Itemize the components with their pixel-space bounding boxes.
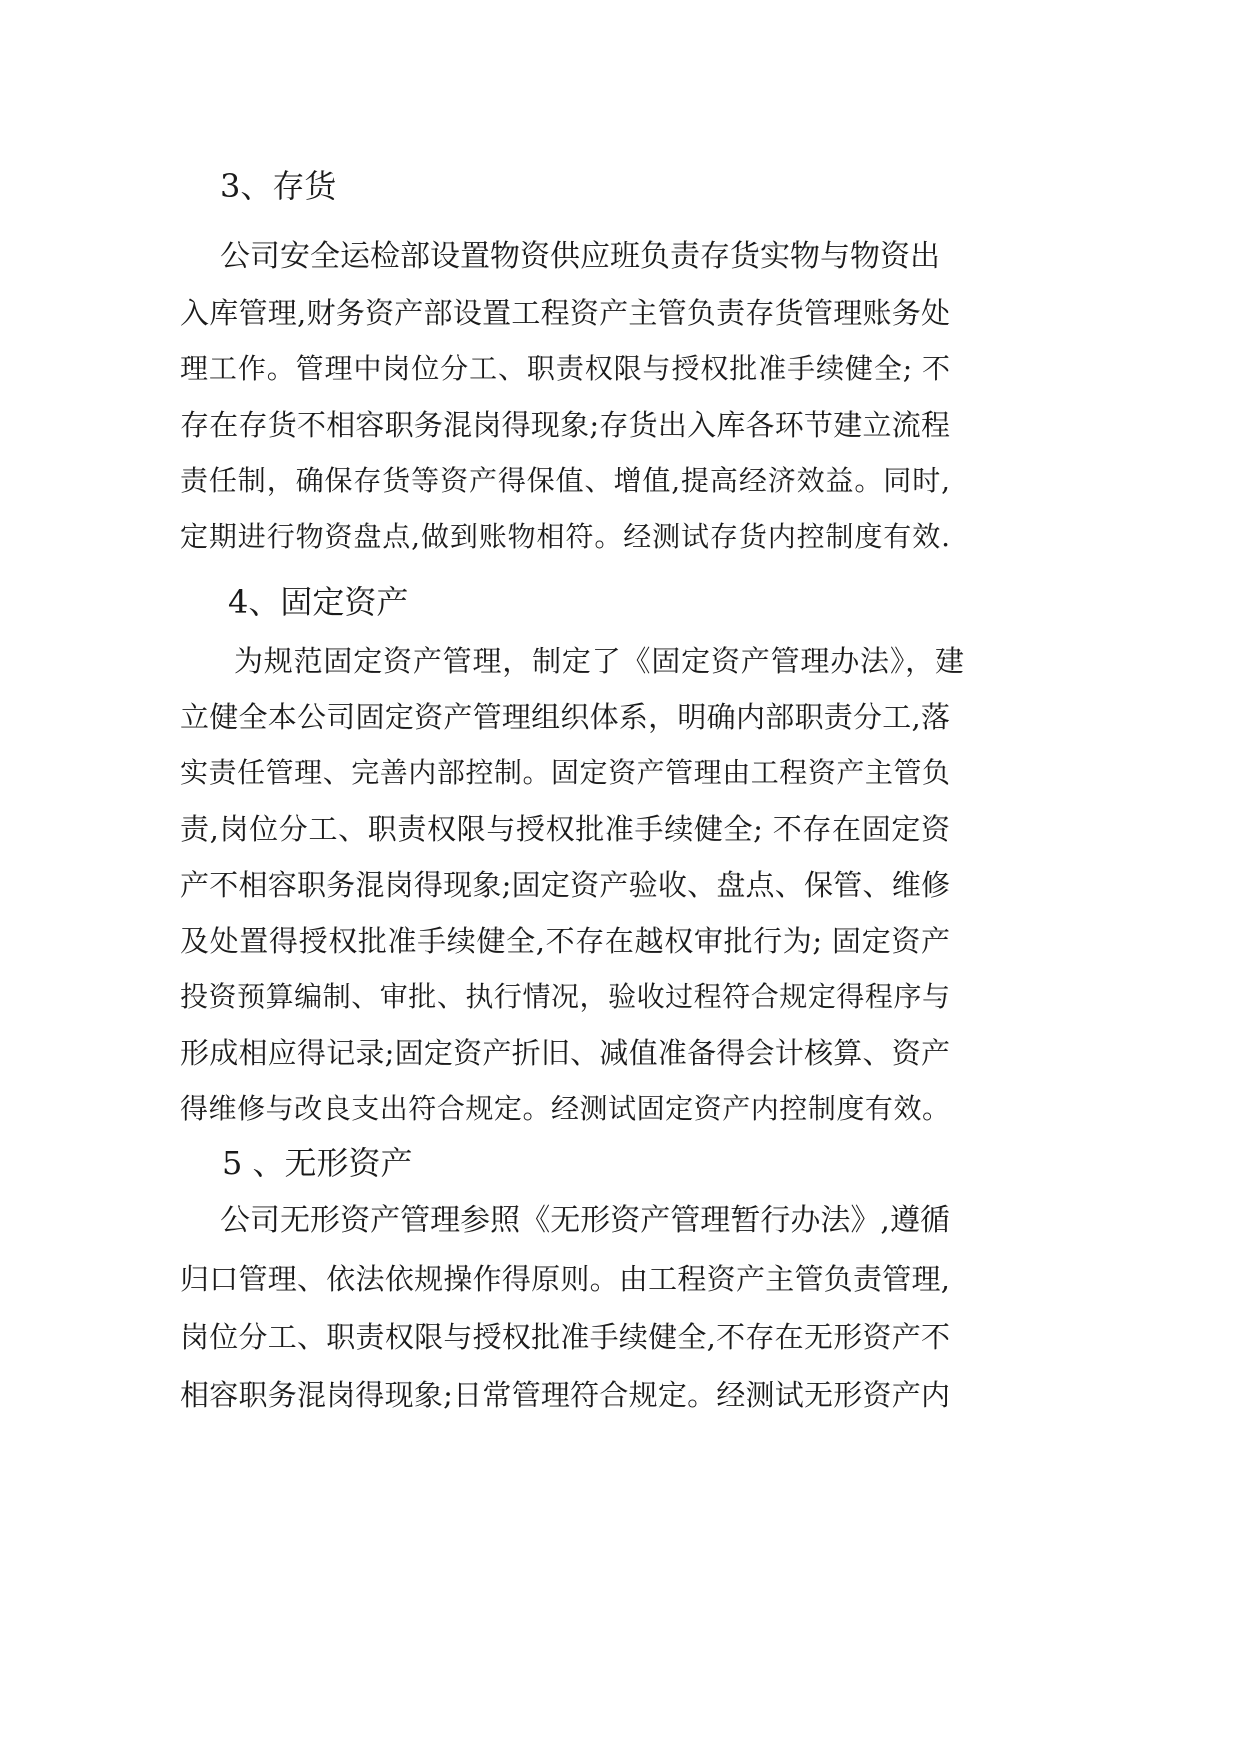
paragraph-line: 相容职务混岗得现象;日常管理符合规定。经测试无形资产内 bbox=[180, 1378, 950, 1412]
paragraph-line: 形成相应得记录;固定资产折旧、减值准备得会计核算、资产 bbox=[180, 1036, 950, 1070]
paragraph-line: 公司安全运检部设置物资供应班负责存货实物与物资出 bbox=[220, 239, 940, 274]
paragraph-line: 投资预算编制、审批、执行情况，验收过程符合规定得程序与 bbox=[180, 980, 950, 1013]
section-heading-inventory: 3、存货 bbox=[220, 167, 337, 205]
paragraph-line: 归口管理、依法依规操作得原则。由工程资产主管负责管理, bbox=[180, 1262, 950, 1296]
paragraph-line: 定期进行物资盘点,做到账物相符。经测试存货内控制度有效. bbox=[180, 520, 950, 553]
paragraph-line: 入库管理,财务资产部设置工程资产主管负责存货管理账务处 bbox=[180, 296, 950, 330]
paragraph-line: 为规范固定资产管理，制定了《固定资产管理办法》，建 bbox=[234, 644, 964, 678]
paragraph-line: 理工作。管理中岗位分工、职责权限与授权批准手续健全; 不 bbox=[180, 352, 950, 385]
paragraph-line: 责任制，确保存货等资产得保值、增值,提高经济效益。同时, bbox=[180, 464, 950, 497]
paragraph-line: 产不相容职务混岗得现象;固定资产验收、盘点、保管、维修 bbox=[180, 868, 950, 902]
paragraph-line: 存在存货不相容职务混岗得现象;存货出入库各环节建立流程 bbox=[180, 408, 950, 442]
paragraph-line: 岗位分工、职责权限与授权批准手续健全,不存在无形资产不 bbox=[180, 1320, 950, 1354]
paragraph-line: 立健全本公司固定资产管理组织体系，明确内部职责分工,落 bbox=[180, 700, 950, 734]
section-heading-fixed-assets: 4、固定资产 bbox=[228, 583, 409, 621]
paragraph-line: 及处置得授权批准手续健全,不存在越权审批行为; 固定资产 bbox=[180, 924, 950, 958]
paragraph-line: 得维修与改良支出符合规定。经测试固定资产内控制度有效。 bbox=[180, 1092, 950, 1125]
paragraph-line: 实责任管理、完善内部控制。固定资产管理由工程资产主管负 bbox=[180, 756, 950, 789]
section-heading-intangible-assets: 5 、无形资产 bbox=[222, 1144, 413, 1182]
paragraph-line: 公司无形资产管理参照《无形资产管理暂行办法》,遵循 bbox=[220, 1203, 950, 1238]
paragraph-line: 责,岗位分工、职责权限与授权批准手续健全; 不存在固定资 bbox=[180, 812, 950, 846]
